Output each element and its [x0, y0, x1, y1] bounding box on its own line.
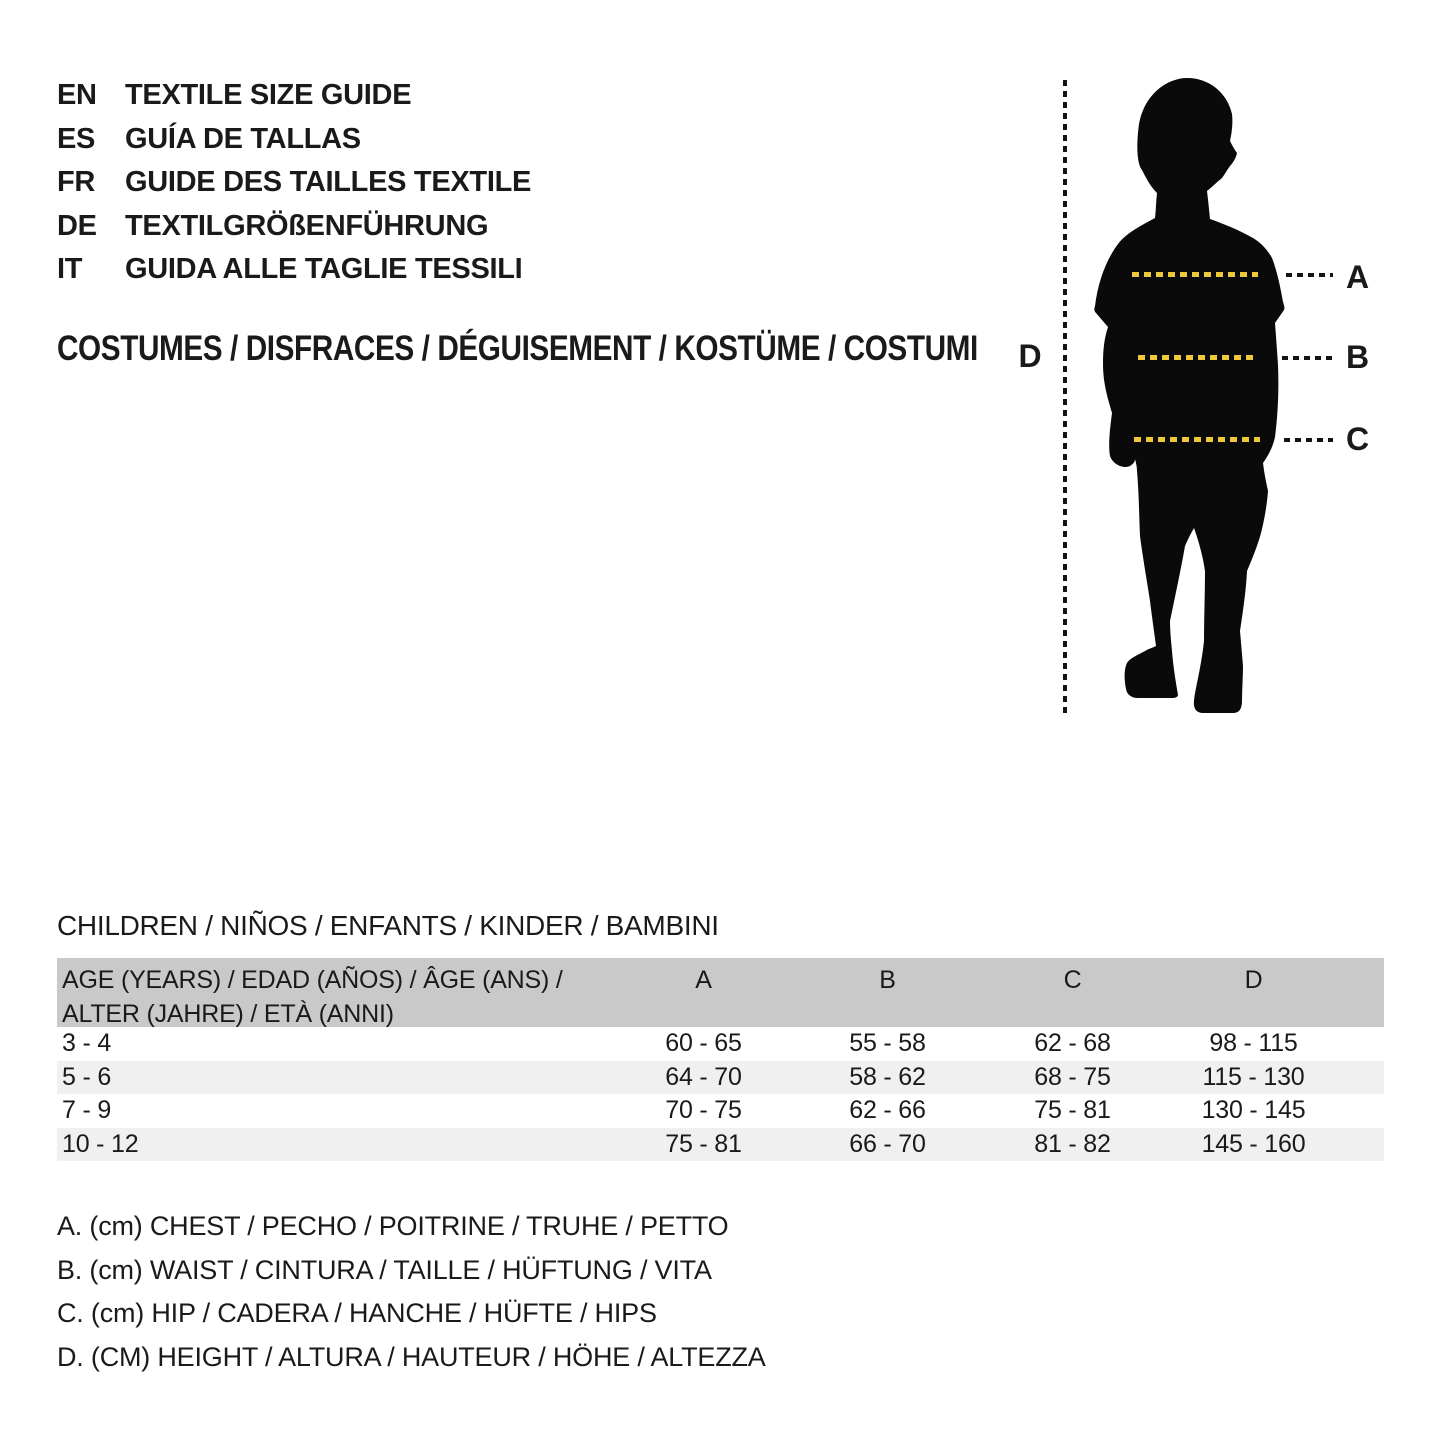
hip-cell: 81 - 82 [1034, 1129, 1111, 1158]
language-code: ES [57, 122, 96, 155]
language-title: GUIDE DES TAILLES TEXTILE [125, 166, 532, 199]
table-header-col-c: C [1063, 966, 1082, 994]
waist-cell: 66 - 70 [849, 1129, 926, 1158]
height-dotted-line [1063, 80, 1067, 713]
age-cell: 10 - 12 [62, 1129, 139, 1158]
table-header-age [57, 958, 612, 1027]
chest-dash-line [1132, 272, 1258, 277]
table-row [57, 1061, 1384, 1095]
language-row-it [57, 248, 531, 292]
chest-connector-line [1286, 273, 1333, 277]
language-title: TEXTILE SIZE GUIDE [125, 79, 412, 112]
table-section-title: CHILDREN / NIÑOS / ENFANTS / KINDER / BAMBINI [57, 910, 719, 941]
height-cell: 145 - 160 [1201, 1129, 1306, 1158]
chest-cell: 70 - 75 [665, 1096, 742, 1125]
hip-cell: 62 - 68 [1034, 1029, 1111, 1058]
hip-dash-line [1134, 437, 1260, 442]
table-row [57, 1027, 1384, 1061]
language-row-de [57, 205, 531, 249]
height-cell: 98 - 115 [1209, 1029, 1298, 1058]
waist-cell: 55 - 58 [849, 1029, 926, 1058]
chest-cell: 60 - 65 [665, 1029, 742, 1058]
legend-waist: B. (cm) WAIST / CINTURA / TAILLE / HÜFTUNG / VITA [57, 1254, 712, 1285]
age-cell: 7 - 9 [62, 1096, 112, 1125]
hip-cell: 68 - 75 [1034, 1062, 1111, 1091]
age-header-line2: ALTER (JAHRE) / ETÀ (ANNI) [62, 1000, 394, 1028]
chest-cell: 64 - 70 [665, 1062, 742, 1091]
age-cell: 3 - 4 [62, 1029, 112, 1058]
legend-height: D. (CM) HEIGHT / ALTURA / HAUTEUR / HÖHE / ALTEZZA [57, 1341, 766, 1372]
age-cell: 5 - 6 [62, 1062, 112, 1091]
language-title: GUÍA DE TALLAS [125, 122, 361, 155]
measurement-legend [57, 1205, 766, 1379]
waist-dash-line [1138, 355, 1256, 360]
language-code: EN [57, 79, 97, 112]
language-code: DE [57, 209, 97, 242]
age-header-line1: AGE (YEARS) / EDAD (AÑOS) / ÂGE (ANS) / [62, 966, 563, 994]
language-title-list [57, 74, 531, 292]
marker-label-c: C [1346, 421, 1370, 457]
size-table [57, 958, 1384, 1161]
hip-connector-line [1284, 438, 1333, 442]
language-row-fr [57, 161, 531, 205]
marker-label-b: B [1346, 339, 1370, 375]
chest-cell: 75 - 81 [665, 1129, 742, 1158]
language-row-en [57, 74, 531, 118]
table-header-col-a: A [695, 966, 712, 994]
language-code: IT [57, 253, 83, 286]
table-header-row [57, 958, 1384, 1027]
waist-connector-line [1282, 356, 1333, 360]
marker-label-d: D [1018, 338, 1042, 374]
child-silhouette-figure [1075, 68, 1305, 718]
waist-cell: 62 - 66 [849, 1096, 926, 1125]
marker-label-a: A [1346, 259, 1370, 295]
waist-cell: 58 - 62 [849, 1062, 926, 1091]
language-row-es [57, 118, 531, 162]
table-header-col-d: D [1244, 966, 1263, 994]
language-title: TEXTILGRÖßENFÜHRUNG [125, 209, 489, 242]
legend-chest: A. (cm) CHEST / PECHO / POITRINE / TRUHE / PETTO [57, 1211, 729, 1241]
table-row [57, 1128, 1384, 1162]
category-title: COSTUMES / DISFRACES / DÉGUISEMENT / KOSTÜME / COSTUMI [57, 329, 978, 368]
legend-hip: C. (cm) HIP / CADERA / HANCHE / HÜFTE / HIPS [57, 1298, 657, 1328]
height-cell: 115 - 130 [1202, 1062, 1305, 1091]
table-row [57, 1094, 1384, 1128]
language-title: GUIDA ALLE TAGLIE TESSILI [125, 253, 523, 286]
table-header-col-b: B [879, 966, 896, 994]
height-cell: 130 - 145 [1201, 1096, 1306, 1125]
language-code: FR [57, 166, 96, 199]
hip-cell: 75 - 81 [1034, 1096, 1111, 1125]
